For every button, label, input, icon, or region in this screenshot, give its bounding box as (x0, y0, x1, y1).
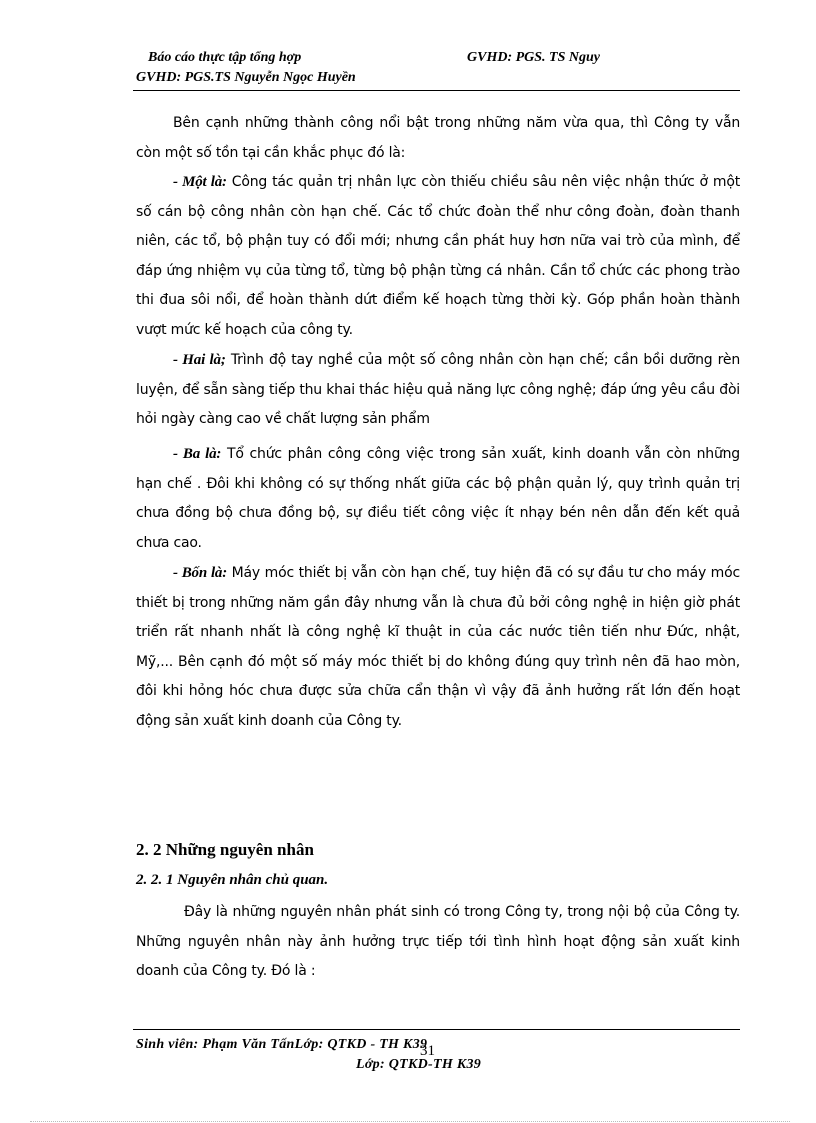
section-heading: 2. 2 Những nguyên nhân (136, 840, 314, 859)
point-three-lead: - Ba là: (173, 446, 222, 462)
subsection-heading: 2. 2. 1 Nguyên nhân chủ quan. (136, 872, 329, 888)
point-one: - Một là: Công tác quản trị nhân lực còn thiếu chiều sâu nên việc nhận thức ở một số cán bộ công nhân còn hạn chế. Các tổ chức đoàn thể như công đoàn, đoàn thanh niên, các tổ, bộ phận tuy có đổi mới; nhưng cần phát huy hơn nữa vai trò của mình, để đáp ứng nhiệm vụ của từng tổ, từng bộ phận từng cá nhân. Cần tổ chức các phong trào thi đua sôi nổi, để hoàn thành dứt điểm kế hoạch từng thời kỳ. Góp phần hoàn thành vượt mức kế hoạch của công ty. (136, 174, 740, 338)
point-four-lead: - Bốn là: (173, 565, 228, 581)
footer-class-inline: Lớp: QTKD - TH K39 (294, 1037, 428, 1052)
point-one-lead: - Một là: (173, 174, 227, 190)
point-two-lead: - Hai là; (173, 352, 226, 368)
footer-rule (133, 1029, 740, 1030)
header-rule (133, 90, 740, 91)
report-title: Báo cáo thực tập tổng hợp (148, 50, 302, 65)
header-supervisor-right: GVHD: PGS. TS Nguy (467, 50, 601, 65)
header-supervisor: GVHD: PGS.TS Nguyễn Ngọc Huyền (136, 70, 356, 85)
footer-student: Sinh viên: Phạm Văn TấnLớp: QTKD - TH K39 (136, 1037, 428, 1052)
intro-paragraph: Bên cạnh những thành công nổi bật trong những năm vừa qua, thì Công ty vẫn còn một số tồn tại cần khắc phục đó là: (136, 115, 740, 161)
point-four: - Bốn là: Máy móc thiết bị vẫn còn hạn chế, tuy hiện đã có sự đầu tư cho máy móc thiết bị trong những năm gần đây nhưng vẫn là chưa đủ bởi công nghệ in hiện giờ phát triển rất nhanh nhất là công nghệ kĩ thuật in của các nước tiên tiến như Đức, nhật, Mỹ,... Bên cạnh đó một số máy móc thiết bị do không đúng quy trình nên đã hao mòn, đôi khi hỏng hóc chưa được sửa chữa cẩn thận vì vậy đã ảnh hưởng rất lớn đến hoạt động sản xuất kinh doanh của Công ty. (136, 565, 740, 729)
page-number: 31 (420, 1043, 435, 1059)
footer-class: Lớp: QTKD-TH K39 (356, 1057, 482, 1072)
point-three: - Ba là: Tổ chức phân công công việc trong sản xuất, kinh doanh vẫn còn những hạn chế . Đôi khi không có sự thống nhất giữa các bộ phận quản lý, quy trình quản trị chưa đồng bộ chưa đồng bộ, sự điều tiết công việc ít nhạy bén nên dẫn đến kết quả chưa cao. (136, 446, 740, 551)
point-two: - Hai là; Trình độ tay nghề của một số công nhân còn hạn chế; cần bồi dưỡng rèn luyện, để sẵn sàng tiếp thu khai thác hiệu quả năng lực công nghệ; đáp ứng yêu cầu đòi hỏi ngày càng cao về chất lượng sản phẩm (136, 352, 740, 427)
page-edge-dotted-line (30, 1121, 790, 1122)
subsection-paragraph: Đây là những nguyên nhân phát sinh có trong Công ty, trong nội bộ của Công ty. Những nguyên nhân này ảnh hưởng trực tiếp tới tình hình hoạt động sản xuất kinh doanh của Công ty. Đó là : (136, 904, 740, 979)
